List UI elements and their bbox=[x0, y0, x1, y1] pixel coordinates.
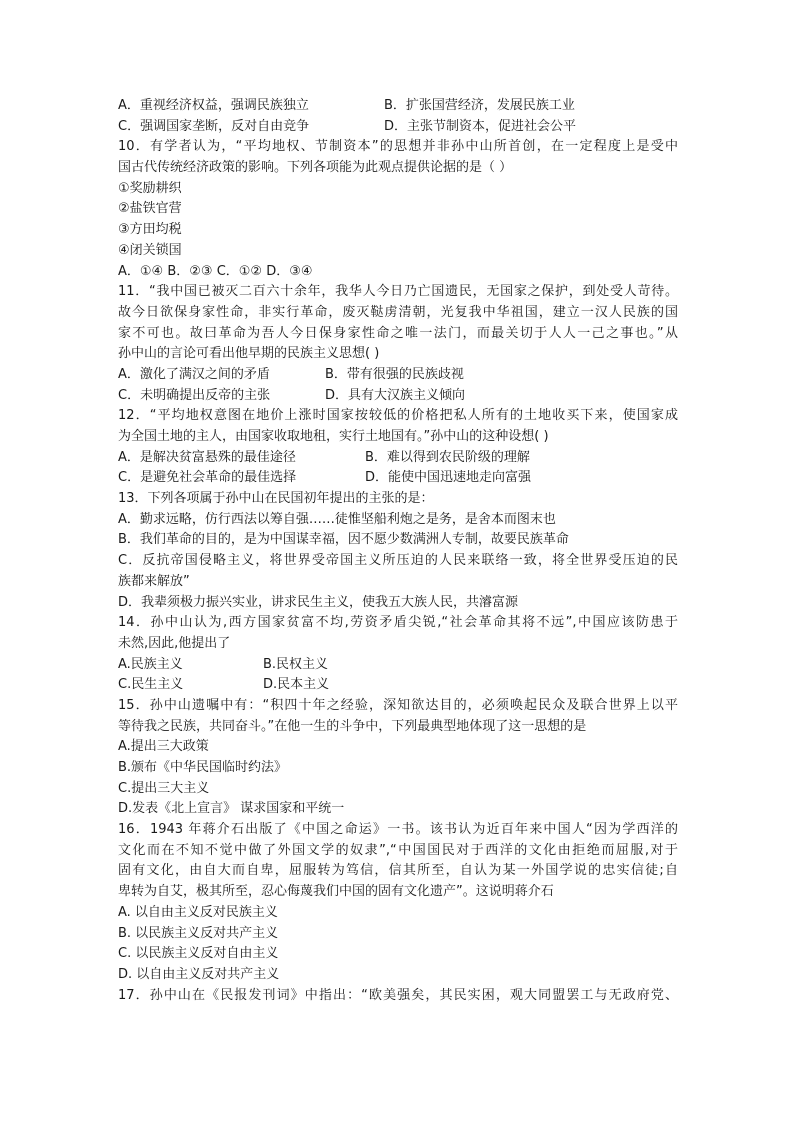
q11-option-d: D．具有大汉族主义倾向 bbox=[325, 387, 466, 403]
q16-stem-line: 固有文化，由自大而自卑，屈服转为笃信，信其所至，自认为某一外国学说的忠实信徒;自 bbox=[118, 863, 678, 879]
q12-options-row-1 bbox=[118, 448, 678, 469]
q13-stem: 13．下列各项属于孙中山在民国初年提出的主张的是： bbox=[118, 491, 434, 507]
q10-stem-line: 国古代传统经济政策的影响。下列各项能为此观点提供论据的是（ ） bbox=[118, 160, 513, 176]
q16-stem-line: 16．1943 年蒋介石出版了《中国之命运》一书。该书认为近百年来中国人“因为学西洋的 bbox=[118, 822, 678, 838]
q12-options-row-2 bbox=[118, 468, 678, 489]
q11-option-c: C．未明确提出反帝的主张 bbox=[118, 387, 271, 403]
q9-options-row-1 bbox=[118, 96, 678, 117]
q14-options-row-1 bbox=[118, 655, 678, 676]
q16-stem-line: 卑转为自艾，极其所至，忍心侮蔑我们中国的固有文化遗产”。这说明蒋介石 bbox=[118, 884, 554, 900]
q15-option: C.提出三大主义 bbox=[118, 780, 210, 796]
q14-stem-line: 未然,因此,他提出了 bbox=[118, 635, 231, 651]
q12-option-d: D．能使中国迅速地走向富强 bbox=[365, 470, 532, 486]
q17-stem-line: 17．孙中山在《民报发刊词》中指出：“欧美强矣，其民实困，观大同盟罢工与无政府党、 bbox=[118, 987, 678, 1003]
q9-options-row-2 bbox=[118, 117, 678, 138]
q14-options-row-2 bbox=[118, 675, 678, 696]
q13-option-c-line: 族都来解放” bbox=[118, 573, 190, 589]
q16-option: B. 以民族主义反对共产主义 bbox=[118, 925, 279, 941]
q10-stem-line: 10．有学者认为，“平均地权、节制资本”的思想并非孙中山所首创，在一定程度上是受中 bbox=[118, 139, 678, 155]
q11-stem-line: 孙中山的言论可看出他早期的民族主义思想( ) bbox=[118, 346, 380, 362]
q9-option-d: D．主张节制资本，促进社会公平 bbox=[384, 118, 577, 134]
q13-option-c-line: C．反抗帝国侵略主义，将世界受帝国主义所压迫的人民来联络一致，将全世界受压迫的民 bbox=[118, 553, 678, 569]
q10-item: ①奖励耕织 bbox=[118, 180, 182, 196]
q9-option-c: C．强调国家垄断，反对自由竞争 bbox=[118, 118, 310, 134]
q11-stem-line: 11．“我中国已被灭二百六十余年，我华人今日乃亡国遗民，无国家之保护，到处受人苛待。 bbox=[118, 284, 678, 300]
q15-option: A.提出三大政策 bbox=[118, 739, 209, 755]
q11-options-row-1 bbox=[118, 365, 678, 386]
q11-stem-line: 家不可也。故曰革命为吾人今日保身家性命之唯一法门，而最关切于人人一己之事也。”从 bbox=[118, 325, 678, 341]
q13-option-d: D．我辈须极力振兴实业，讲求民生主义，使我五大族人民，共濬富源 bbox=[118, 594, 519, 610]
q15-stem-line: 15．孙中山遗嘱中有：“积四十年之经验，深知欲达目的，必须唤起民众及联合世界上以平 bbox=[118, 697, 678, 713]
q11-stem-line: 故今日欲保身家性命，非实行革命，废灭鞑虏清朝，光复我中华祖国，建立一汉人民族的国 bbox=[118, 304, 678, 320]
q16-option: D. 以自由主义反对共产主义 bbox=[118, 966, 280, 982]
page-content bbox=[118, 96, 678, 1006]
q14-option-c: C.民生主义 bbox=[118, 677, 184, 693]
q9-option-b: B．扩张国营经济，发展民族工业 bbox=[384, 98, 575, 113]
q13-option-a: A．勤求远略，仿行西法以筹自强……徒惟坚船利炮之是务，是舍本而图末也 bbox=[118, 511, 556, 527]
q10-item: ②盐铁官营 bbox=[118, 201, 182, 217]
q14-stem-line: 14．孙中山认为,西方国家贫富不均,劳资矛盾尖锐,“社会革命其将不远”,中国应该防患于 bbox=[118, 615, 678, 631]
q14-option-a: A.民族主义 bbox=[118, 656, 183, 672]
q16-option: C. 以民族主义反对自由主义 bbox=[118, 946, 279, 962]
q15-stem-line: 等待我之民族，共同奋斗。”在他一生的斗争中，下列最典型地体现了这一思想的是 bbox=[118, 718, 587, 734]
q12-stem-line: 为全国土地的主人，由国家收取地租，实行土地国有。”孙中山的这种设想( ) bbox=[118, 429, 549, 444]
q13-option-b: B．我们革命的目的，是为中国谋幸福，因不愿少数满洲人专制，故要民族革命 bbox=[118, 532, 569, 548]
q9-option-a: A．重视经济权益，强调民族独立 bbox=[118, 98, 309, 113]
q12-stem-line: 12．“平均地权意图在地价上涨时国家按较低的价格把私人所有的土地收买下来，使国家成 bbox=[118, 408, 678, 424]
q16-stem-line: 文化而在不知不觉中做了外国文学的奴隶”,“中国国民对于西洋的文化由拒绝而屈服,对于 bbox=[118, 842, 678, 858]
q15-option: D.发表《北上宣言》 谋求国家和平统一 bbox=[118, 801, 345, 817]
q10-options: A．①④ B．②③ C．①② D．③④ bbox=[118, 263, 313, 279]
q10-item: ④闭关锁国 bbox=[118, 242, 182, 258]
q11-option-a: A．激化了满汉之间的矛盾 bbox=[118, 366, 270, 382]
q12-option-c: C．是避免社会革命的最佳选择 bbox=[118, 470, 297, 486]
q14-option-d: D.民本主义 bbox=[263, 677, 330, 693]
q11-options-row-2 bbox=[118, 386, 678, 407]
q16-option: A. 以自由主义反对民族主义 bbox=[118, 904, 278, 920]
q15-option: B.颁布《中华民国临时约法》 bbox=[118, 760, 288, 775]
q12-option-a: A．是解决贫富悬殊的最佳途径 bbox=[118, 449, 296, 465]
q12-option-b: B．难以得到农民阶级的理解 bbox=[365, 449, 530, 465]
q10-item: ③方田均税 bbox=[118, 222, 182, 238]
q11-option-b: B．带有很强的民族歧视 bbox=[325, 366, 464, 382]
q14-option-b: B.民权主义 bbox=[263, 656, 329, 672]
